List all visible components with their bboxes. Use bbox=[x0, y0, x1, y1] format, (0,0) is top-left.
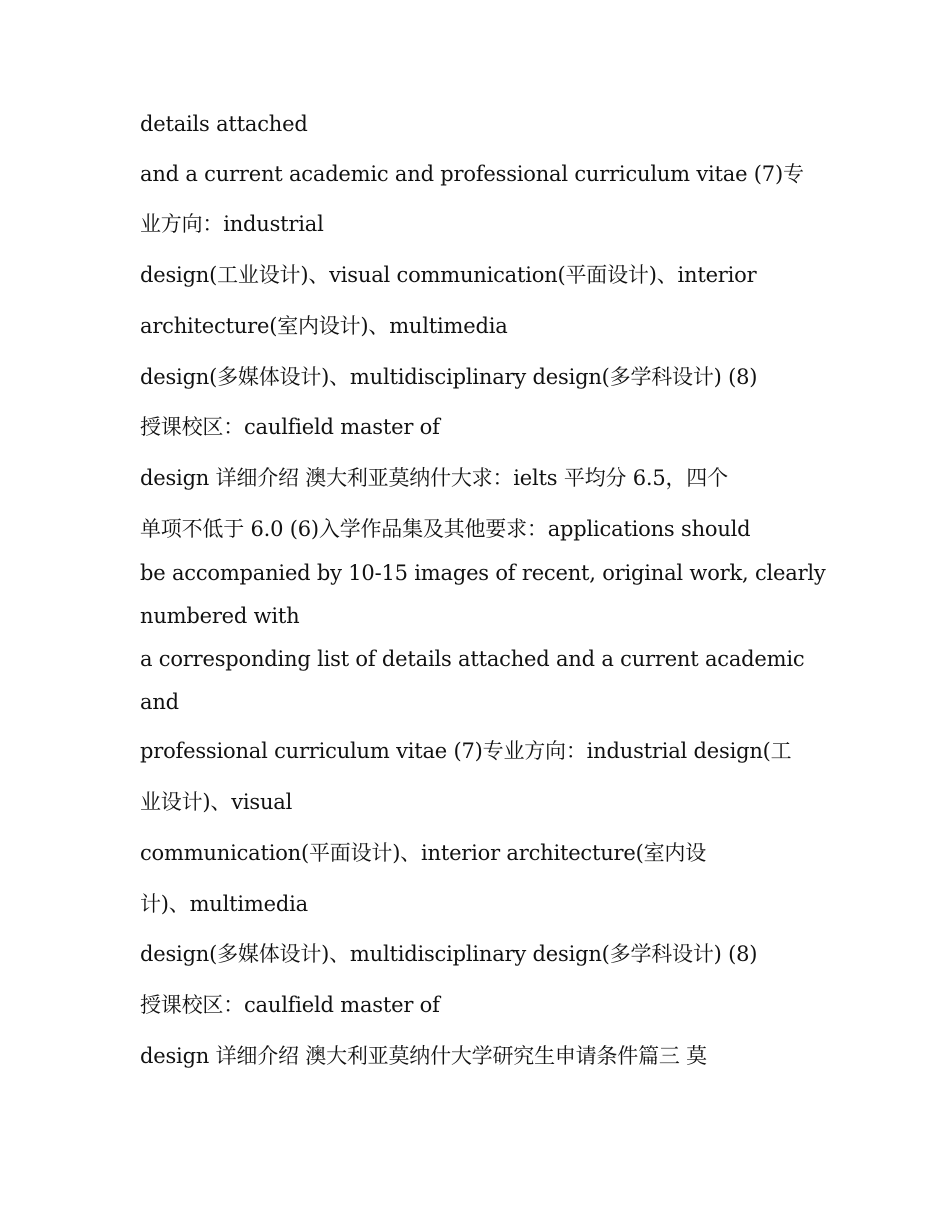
text-line: design 详细介绍 澳大利亚莫纳什大求：ielts 平均分 6.5，四个 bbox=[140, 466, 728, 490]
text-line: communication(平面设计)、interior architecture(室内设 bbox=[140, 841, 707, 865]
text-line: architecture(室内设计)、multimedia bbox=[140, 314, 508, 338]
text-line: and bbox=[140, 690, 179, 714]
text-line: be accompanied by 10-15 images of recent, original work, clearly bbox=[140, 561, 826, 585]
text-line: 授课校区：caulfield master of bbox=[140, 993, 440, 1017]
text-line: details attached bbox=[140, 112, 308, 136]
text-line: design(多媒体设计)、multidisciplinary design(多学科设计) (8) bbox=[140, 942, 758, 966]
text-line: design(多媒体设计)、multidisciplinary design(多学科设计) (8) bbox=[140, 365, 758, 389]
text-line: design 详细介绍 澳大利亚莫纳什大学研究生申请条件篇三 莫 bbox=[140, 1044, 707, 1068]
text-line: design(工业设计)、visual communication(平面设计)、interior bbox=[140, 263, 757, 287]
text-line: 业方向：industrial bbox=[140, 212, 324, 236]
text-line: a corresponding list of details attached and a current academic bbox=[140, 647, 805, 671]
text-line: 单项不低于 6.0 (6)入学作品集及其他要求：applications should bbox=[140, 517, 751, 541]
text-line: and a current academic and professional curriculum vitae (7)专 bbox=[140, 162, 804, 186]
text-line: 业设计)、visual bbox=[140, 790, 293, 814]
text-line: numbered with bbox=[140, 604, 300, 628]
text-line: 计)、multimedia bbox=[140, 892, 308, 916]
text-line: professional curriculum vitae (7)专业方向：industrial design(工 bbox=[140, 739, 792, 763]
text-line: 授课校区：caulfield master of bbox=[140, 415, 440, 439]
